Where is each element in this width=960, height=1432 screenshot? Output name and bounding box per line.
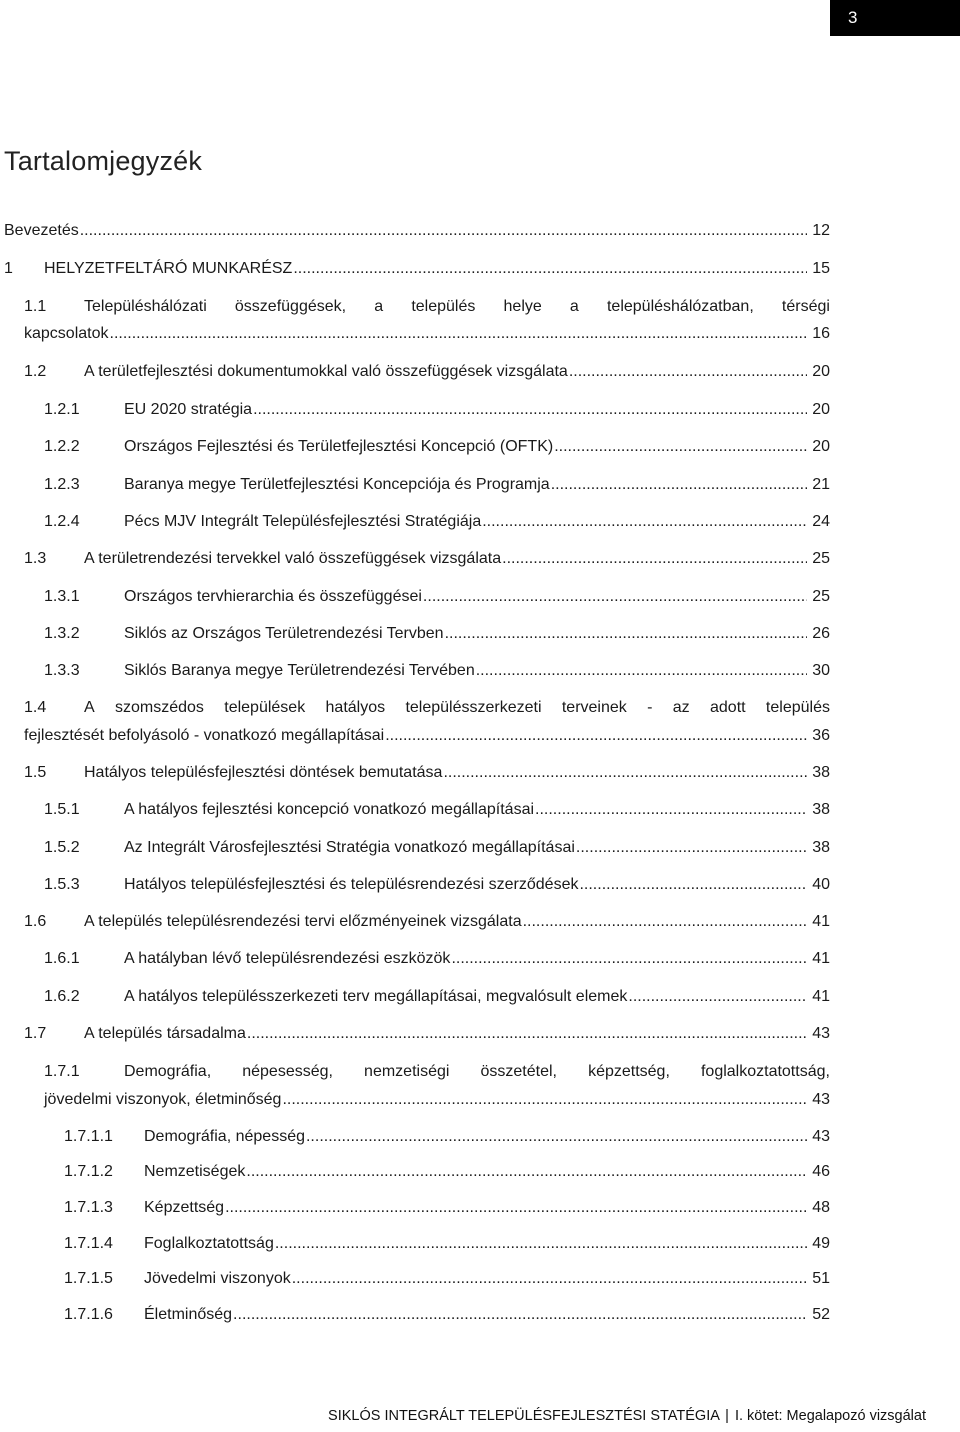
toc-page-number: 20 — [812, 438, 830, 455]
toc-page-number: 20 — [812, 401, 830, 418]
toc-entry-word: Demográfia, — [124, 1063, 212, 1080]
toc-entry-title: A település településrendezési tervi előzményeinek vizsgálata — [84, 913, 522, 930]
toc-entry-title: Demográfia, népesség — [144, 1128, 305, 1145]
toc-entry-word: települések — [224, 699, 306, 716]
toc-entry-title: Képzettség — [144, 1199, 225, 1216]
toc-entry-title: EU 2020 stratégia — [124, 401, 253, 418]
toc-entry-number: 1.7.1.5 — [64, 1270, 113, 1287]
toc-page-number: 20 — [812, 363, 830, 380]
toc-entry-title: Hatályos településfejlesztési és településrendezési szerződések — [124, 876, 579, 893]
toc-page-number: 41 — [812, 950, 830, 967]
toc-entry-number: 1.6.1 — [44, 950, 80, 967]
dot-leader — [628, 987, 807, 1007]
toc-entry-word: település — [765, 699, 830, 716]
toc-entry-word: az — [672, 699, 690, 716]
toc-entry-number: 1.1 — [24, 298, 47, 315]
toc-page-number: 52 — [812, 1306, 830, 1323]
toc-entry-word: nemzetiségi — [364, 1063, 450, 1080]
toc-page-number: 43 — [812, 1091, 830, 1108]
dot-leader — [551, 475, 808, 495]
toc-entry-number: 1.5.1 — [44, 801, 80, 818]
toc-entry-word: foglalkoztatottság, — [700, 1063, 830, 1080]
toc-page-number: 46 — [812, 1163, 830, 1180]
toc-entry-heading-line[interactable] — [84, 297, 830, 317]
toc-entry-link[interactable] — [84, 1024, 830, 1044]
toc-entry-word: a — [569, 298, 579, 315]
dot-leader — [306, 1127, 807, 1147]
toc-entry-title: A hatályos fejlesztési koncepció vonatkozó megállapításai — [124, 801, 535, 818]
toc-entry-title: A területfejlesztési dokumentumokkal való összefüggések vizsgálata — [84, 363, 568, 380]
toc-entry-title: jövedelmi viszonyok, életminőség — [44, 1091, 282, 1108]
toc-entry-word: összefüggések, — [234, 298, 347, 315]
toc-entry-title: HELYZETFELTÁRÓ MUNKARÉSZ — [44, 260, 293, 277]
toc-entry-number: 1.4 — [24, 699, 47, 716]
toc-page-number: 30 — [812, 662, 830, 679]
toc-entry-link[interactable] — [124, 875, 830, 895]
toc-entry-link[interactable] — [4, 221, 830, 241]
footer-document-title: SIKLÓS INTEGRÁLT TELEPÜLÉSFEJLESZTÉSI STATÉGIA — [328, 1408, 720, 1424]
toc-page-number: 43 — [812, 1025, 830, 1042]
toc-page-number: 48 — [812, 1199, 830, 1216]
toc-entry-link[interactable] — [144, 1162, 830, 1182]
toc-entry-number: 1.7 — [24, 1025, 47, 1042]
toc-entry-word: térségi — [781, 298, 830, 315]
toc-entry-link[interactable] — [124, 838, 830, 858]
dot-leader — [476, 661, 807, 681]
toc-entry-link[interactable] — [124, 987, 830, 1007]
toc-entry-word: település — [411, 298, 476, 315]
dot-leader — [502, 549, 807, 569]
toc-entry-link[interactable] — [124, 512, 830, 532]
footer-separator: | — [725, 1408, 729, 1424]
toc-entry-word: - — [647, 699, 653, 716]
toc-entry-word: településhálózatban, — [606, 298, 754, 315]
toc-entry-number: 1 — [4, 260, 13, 277]
toc-page-number: 26 — [812, 625, 830, 642]
toc-page-number: 12 — [812, 222, 830, 239]
toc-entry-title: fejlesztését befolyásoló - vonatkozó megállapításai — [24, 727, 385, 744]
toc-page-number: 43 — [812, 1128, 830, 1145]
toc-entry-number: 1.5.3 — [44, 876, 80, 893]
toc-entry-number: 1.2.3 — [44, 476, 80, 493]
toc-entry-number: 1.7.1.2 — [64, 1163, 113, 1180]
toc-entry-link[interactable] — [124, 587, 830, 607]
toc-entry-title: A település társadalma — [84, 1025, 246, 1042]
toc-entry-link[interactable] — [44, 259, 830, 279]
toc-entry-word: hatályos — [325, 699, 386, 716]
toc-entry-link[interactable] — [84, 549, 830, 569]
footer-volume-title: I. kötet: Megalapozó vizsgálat — [734, 1408, 926, 1424]
dot-leader — [292, 1269, 807, 1289]
toc-entry-link[interactable] — [124, 400, 830, 420]
toc-page-number: 40 — [812, 876, 830, 893]
toc-entry-title: A hatályban lévő településrendezési eszközök — [124, 950, 451, 967]
toc-entry-title: Országos tervhierarchia és összefüggései — [124, 588, 422, 605]
dot-leader — [385, 726, 807, 746]
toc-entry-number: 1.3.3 — [44, 662, 80, 679]
toc-entry-title: Jövedelmi viszonyok — [144, 1270, 291, 1287]
toc-entry-heading-line[interactable] — [84, 698, 830, 718]
toc-entry-link[interactable] — [144, 1269, 830, 1289]
toc-entry-title: Pécs MJV Integrált Településfejlesztési Stratégiája — [124, 513, 482, 530]
dot-leader — [247, 1024, 807, 1044]
toc-entry-word: A — [84, 699, 95, 716]
toc-entry-word: népesesség, — [242, 1063, 333, 1080]
toc-entry-title: Nemzetiségek — [144, 1163, 246, 1180]
toc-entry-word: terveinek — [561, 699, 627, 716]
dot-leader — [233, 1305, 807, 1325]
toc-page-number: 25 — [812, 588, 830, 605]
toc-entry-link[interactable] — [124, 475, 830, 495]
toc-page-number: 21 — [812, 476, 830, 493]
toc-page-number: 41 — [812, 988, 830, 1005]
toc-entry-word: településszerkezeti — [405, 699, 542, 716]
toc-entry-heading-line[interactable] — [124, 1062, 830, 1082]
toc-entry-number: 1.2.4 — [44, 513, 80, 530]
dot-leader — [535, 800, 807, 820]
toc-entry-number: 1.5 — [24, 764, 47, 781]
toc-entry-word: képzettség, — [588, 1063, 670, 1080]
dot-leader — [282, 1090, 807, 1110]
toc-entry-title: Bevezetés — [4, 222, 79, 239]
toc-entry-link[interactable] — [144, 1234, 830, 1254]
toc-entry-number: 1.2 — [24, 363, 47, 380]
toc-entry-number: 1.2.2 — [44, 438, 80, 455]
toc-page-number: 36 — [812, 727, 830, 744]
toc-entry-link[interactable] — [24, 324, 830, 344]
dot-leader — [482, 512, 807, 532]
toc-entry-title: Hatályos településfejlesztési döntések bemutatása — [84, 764, 443, 781]
toc-page-number: 38 — [812, 764, 830, 781]
toc-entry-word: szomszédos — [115, 699, 204, 716]
dot-leader — [423, 587, 807, 607]
toc-page-number: 51 — [812, 1270, 830, 1287]
toc-entry-number: 1.7.1.3 — [64, 1199, 113, 1216]
toc-entry-number: 1.5.2 — [44, 839, 80, 856]
dot-leader — [569, 362, 807, 382]
toc-entry-link[interactable] — [144, 1198, 830, 1218]
dot-leader — [110, 324, 808, 344]
toc-entry-link[interactable] — [84, 763, 830, 783]
toc-entry-title: kapcsolatok — [24, 325, 109, 342]
dot-leader — [554, 437, 807, 457]
toc-entry-link[interactable] — [124, 949, 830, 969]
toc-entry-number: 1.7.1.1 — [64, 1128, 113, 1145]
toc-entry-number: 1.3 — [24, 550, 47, 567]
toc-entry-word: adott — [710, 699, 746, 716]
toc-entry-title: A hatályos településszerkezeti terv megállapításai, megvalósult elemek — [124, 988, 628, 1005]
dot-leader — [253, 400, 807, 420]
toc-entry-number: 1.2.1 — [44, 401, 80, 418]
toc-page-number: 38 — [812, 801, 830, 818]
dot-leader — [443, 763, 807, 783]
toc-entry-number: 1.6 — [24, 913, 47, 930]
toc-entry-title: Foglalkoztatottság — [144, 1235, 274, 1252]
dot-leader — [293, 259, 807, 279]
dot-leader — [275, 1234, 807, 1254]
toc-page-number: 41 — [812, 913, 830, 930]
toc-entry-link[interactable] — [24, 726, 830, 746]
toc-entry-number: 1.7.1 — [44, 1063, 80, 1080]
toc-page-number: 38 — [812, 839, 830, 856]
toc-entry-title: Országos Fejlesztési és Területfejlesztési Koncepció (OFTK) — [124, 438, 554, 455]
dot-leader — [445, 624, 808, 644]
toc-title: Tartalomjegyzék — [4, 146, 203, 176]
toc-entry-link[interactable] — [84, 362, 830, 382]
toc-page-number: 25 — [812, 550, 830, 567]
toc-entry-link[interactable] — [124, 624, 830, 644]
dot-leader — [523, 912, 808, 932]
toc-entry-link[interactable] — [124, 437, 830, 457]
toc-entry-word: Településhálózati — [84, 298, 207, 315]
toc-page-number: 24 — [812, 513, 830, 530]
dot-leader — [451, 949, 807, 969]
toc-entry-word: a — [374, 298, 384, 315]
toc-entry-number: 1.6.2 — [44, 988, 80, 1005]
toc-entry-link[interactable] — [144, 1305, 830, 1325]
dot-leader — [80, 221, 807, 241]
toc-entry-title: Siklós az Országos Területrendezési Tervben — [124, 625, 444, 642]
toc-entry-title: A területrendezési tervekkel való összefüggések vizsgálata — [84, 550, 502, 567]
toc-entry-number: 1.7.1.6 — [64, 1306, 113, 1323]
toc-entry-link[interactable] — [124, 661, 830, 681]
toc-entry-title: Siklós Baranya megye Területrendezési Tervében — [124, 662, 475, 679]
toc-entry-word: összetétel, — [480, 1063, 557, 1080]
toc-page-number: 16 — [812, 325, 830, 342]
toc-entry-word: helye — [503, 298, 542, 315]
toc-entry-link[interactable] — [144, 1127, 830, 1147]
dot-leader — [225, 1198, 807, 1218]
toc-entry-link[interactable] — [124, 800, 830, 820]
toc-page-number: 49 — [812, 1235, 830, 1252]
dot-leader — [576, 838, 807, 858]
toc-entry-number: 1.3.2 — [44, 625, 80, 642]
page-footer — [300, 1408, 926, 1424]
toc-page-number: 15 — [812, 260, 830, 277]
toc-entry-number: 1.7.1.4 — [64, 1235, 113, 1252]
toc-entry-link[interactable] — [44, 1090, 830, 1110]
toc-entry-title: Baranya megye Területfejlesztési Koncepciója és Programja — [124, 476, 550, 493]
dot-leader — [579, 875, 807, 895]
toc-entry-title: Életminőség — [144, 1306, 233, 1323]
toc-entry-number: 1.3.1 — [44, 588, 80, 605]
dot-leader — [246, 1162, 807, 1182]
toc-entry-title: Az Integrált Városfejlesztési Stratégia vonatkozó megállapításai — [124, 839, 575, 856]
toc-entry-link[interactable] — [84, 912, 830, 932]
page-number-badge: 3 — [830, 0, 960, 36]
